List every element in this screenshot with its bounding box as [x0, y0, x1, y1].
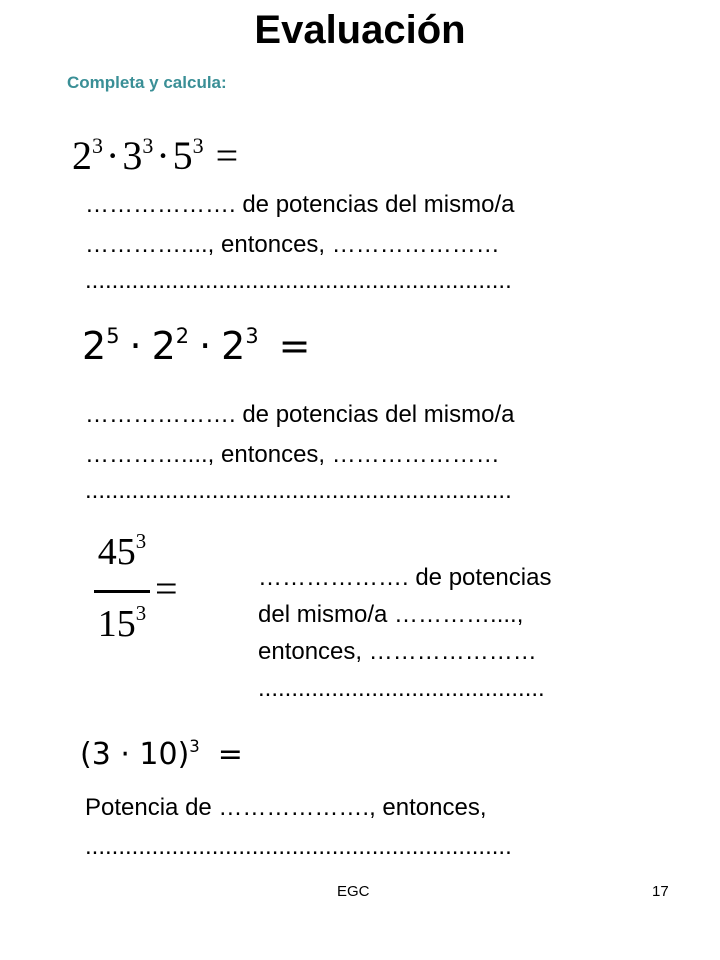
- ex2-text-line-2: …………...., entonces, …………………: [85, 441, 500, 468]
- ex1-equals: =: [215, 133, 239, 178]
- ex4-text-line-2: ................................................................: [85, 833, 512, 860]
- ex1-text-line-3: ................................................................: [85, 267, 512, 294]
- ex4-exponent: 3: [189, 736, 200, 756]
- ex2-exponent-2: 2: [175, 324, 190, 349]
- ex1-exponent-3: 3: [192, 132, 204, 158]
- ex1-base-2: 3: [122, 133, 143, 178]
- ex3-text-line-3: entonces, …………………: [258, 638, 537, 665]
- ex3-text-line-2: del mismo/a …………....,: [258, 601, 524, 628]
- ex3-numerator-exponent: 3: [135, 529, 147, 554]
- ex2-base-3: 2: [221, 324, 246, 368]
- ex1-exponent-2: 3: [142, 132, 154, 158]
- ex3-fraction-bar: [94, 590, 150, 593]
- page-title: Evaluación: [254, 8, 466, 52]
- ex2-base-1: 2: [82, 324, 107, 368]
- ex3-equals: =: [155, 566, 178, 611]
- ex3-numerator: [92, 530, 152, 579]
- ex2-base-2: 2: [151, 324, 176, 368]
- ex2-dot-1: ·: [129, 324, 142, 368]
- ex3-numerator-base: 45: [97, 531, 136, 573]
- ex4-base-expression: (3 · 10): [80, 737, 190, 772]
- ex2-equals: =: [278, 324, 311, 368]
- ex4-equals: =: [217, 737, 243, 772]
- ex4-text-line-1: Potencia de ………………., entonces,: [85, 794, 487, 821]
- ex3-text-line-1: ………………. de potencias: [258, 564, 552, 591]
- footer-label: EGC: [337, 883, 370, 900]
- exercise-1-expression: [72, 128, 238, 190]
- ex2-text-line-3: ................................................................: [85, 477, 512, 504]
- ex1-dot-1: ·: [106, 133, 120, 178]
- ex3-text-line-4: ...........................................: [258, 675, 545, 702]
- ex1-text-line-2: …………...., entonces, …………………: [85, 231, 500, 258]
- exercise-4-expression: [80, 730, 243, 784]
- instruction-subtitle: Completa y calcula:: [67, 73, 227, 92]
- ex3-denominator-exponent: 3: [135, 601, 147, 626]
- exercise-2-expression: [82, 318, 310, 380]
- ex1-text-line-1: ………………. de potencias del mismo/a: [85, 191, 515, 218]
- ex1-base-1: 2: [72, 133, 92, 178]
- ex1-exponent-1: 3: [92, 132, 103, 158]
- ex2-exponent-3: 3: [245, 324, 259, 349]
- page-number: 17: [652, 883, 669, 900]
- ex2-text-line-1: ………………. de potencias del mismo/a: [85, 401, 515, 428]
- ex1-dot-2: ·: [156, 133, 170, 178]
- ex2-exponent-1: 5: [106, 324, 120, 349]
- ex3-denominator-base: 15: [97, 603, 136, 645]
- ex1-base-3: 5: [172, 133, 193, 178]
- ex3-denominator: [92, 602, 152, 651]
- ex2-dot-2: ·: [199, 324, 212, 368]
